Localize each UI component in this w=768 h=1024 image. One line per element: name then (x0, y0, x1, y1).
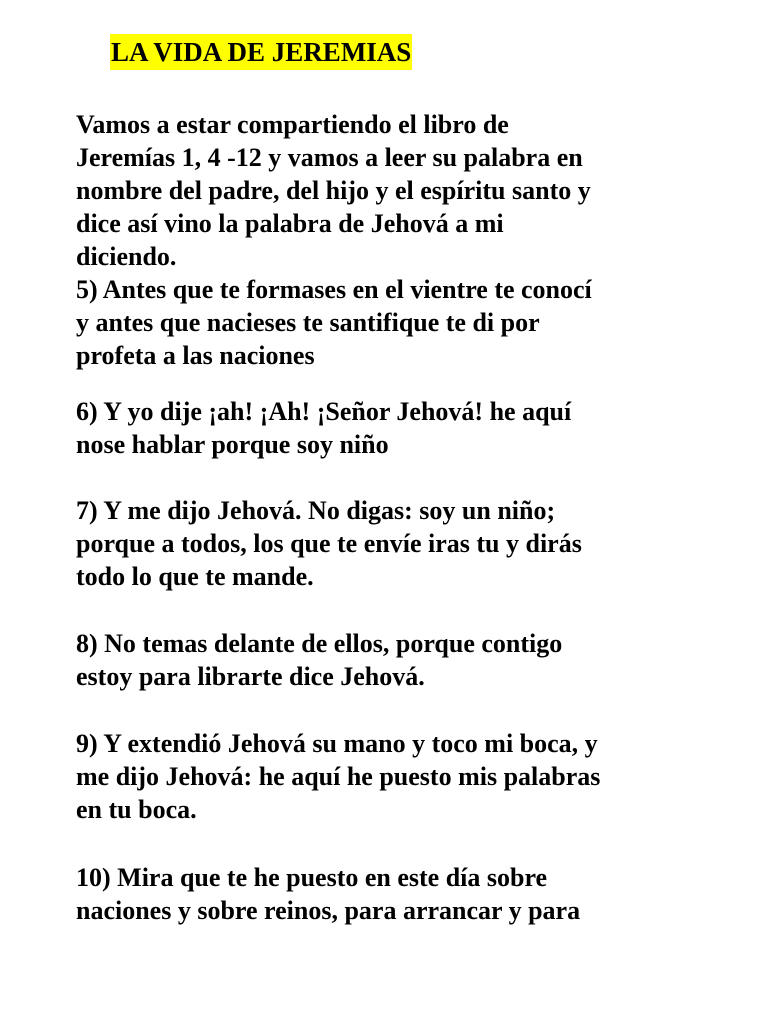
text-line: 7) Y me dijo Jehová. No digas: soy un niño; (76, 496, 556, 525)
text-line: Jeremías 1, 4 -12 y vamos a leer su palabra en (76, 143, 583, 172)
text-line: porque a todos, los que te envíe iras tu y dirás (76, 529, 582, 558)
text-line: naciones y sobre reinos, para arrancar y para (76, 896, 581, 925)
text-line: profeta a las naciones (76, 341, 315, 370)
text-line: 6) Y yo dije ¡ah! ¡Ah! ¡Señor Jehová! he aquí (76, 397, 572, 426)
intro-paragraph (76, 108, 716, 372)
verse-6 (76, 395, 716, 461)
verse-8 (76, 627, 716, 693)
text-line: todo lo que te mande. (76, 562, 314, 591)
text-line: estoy para librarte dice Jehová. (76, 662, 425, 691)
text-line: diciendo. (76, 242, 177, 271)
text-line: dice así vino la palabra de Jehová a mi (76, 209, 504, 238)
text-line: 9) Y extendió Jehová su mano y toco mi boca, y (76, 729, 598, 758)
text-line: Vamos a estar compartiendo el libro de (76, 110, 509, 139)
text-line: en tu boca. (76, 795, 197, 824)
text-line: me dijo Jehová: he aquí he puesto mis palabras (76, 762, 601, 791)
text-line: nose hablar porque soy niño (76, 430, 389, 459)
verse-7 (76, 494, 716, 593)
text-line: 10) Mira que te he puesto en este día sobre (76, 863, 548, 892)
document-title: LA VIDA DE JEREMIAS (110, 34, 412, 70)
text-line: 5) Antes que te formases en el vientre te conocí (76, 275, 592, 304)
verse-10 (76, 861, 716, 927)
text-line: y antes que nacieses te santifique te di por (76, 308, 540, 337)
text-line: nombre del padre, del hijo y el espíritu santo y (76, 176, 591, 205)
verse-9 (76, 727, 716, 826)
text-line: 8) No temas delante de ellos, porque contigo (76, 629, 563, 658)
